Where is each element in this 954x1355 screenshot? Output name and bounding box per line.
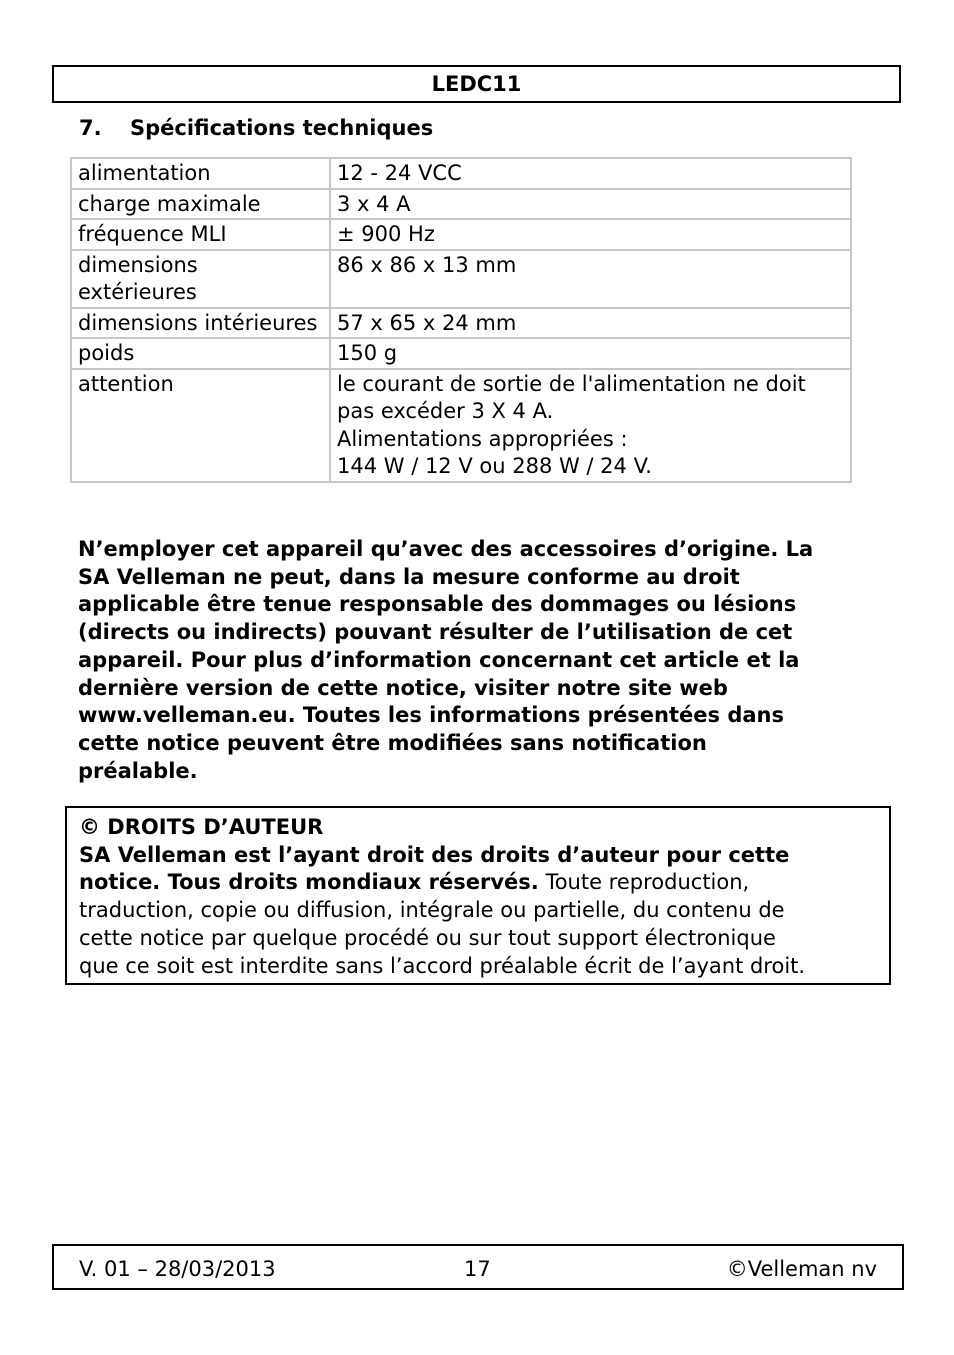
section-title: Spécifications techniques: [130, 116, 434, 140]
notice-line: www.velleman.eu. Toutes les informations présentées dans: [78, 703, 784, 728]
spec-value: 86 x 86 x 13 mm: [330, 250, 851, 308]
copyright-line: cette notice par quelque procédé ou sur tout support électronique: [79, 925, 776, 950]
spec-value: 57 x 65 x 24 mm: [330, 308, 851, 339]
copyright-heading: © DROITS D’AUTEUR: [79, 815, 324, 839]
copyright-bold-text: notice. Tous droits mondiaux réservés.: [79, 870, 539, 895]
spec-label: alimentation: [71, 158, 330, 189]
notice-line: SA Velleman ne peut, dans la mesure conforme au droit: [78, 564, 740, 589]
spec-value: 150 g: [330, 338, 851, 369]
spec-value-line: le courant de sortie de l'alimentation ne doit pas excéder 3 X 4 A.: [337, 371, 806, 423]
copyright-line: [79, 869, 879, 897]
spec-label: dimensions extérieures: [71, 250, 330, 308]
notice-line: dernière version de cette notice, visiter notre site web: [78, 675, 728, 700]
spec-value: [330, 369, 851, 482]
table-row: [71, 219, 851, 250]
spec-value-line: 144 W / 12 V ou 288 W / 24 V.: [337, 454, 652, 478]
spec-value: 12 - 24 VCC: [330, 158, 851, 189]
notice-line: (directs ou indirects) pouvant résulter de l’utilisation de cet: [78, 620, 793, 645]
document-footer: [52, 1244, 904, 1290]
page-number: 17: [464, 1257, 491, 1281]
usage-notice: [78, 536, 878, 785]
notice-line: appareil. Pour plus d’information concernant cet article et la: [78, 647, 800, 672]
spec-value-line: Alimentations appropriées :: [337, 426, 628, 451]
spec-label: poids: [71, 338, 330, 369]
notice-line: cette notice peuvent être modifiées sans notification: [78, 730, 707, 755]
spec-value: ± 900 Hz: [330, 219, 851, 250]
notice-line: applicable être tenue responsable des dommages ou lésions: [78, 592, 797, 617]
table-row: [71, 158, 851, 189]
section-number: 7.: [79, 116, 102, 140]
copyright-box: [65, 806, 891, 985]
document-header: [52, 65, 901, 103]
spec-label: dimensions intérieures: [71, 308, 330, 339]
table-row: [71, 189, 851, 220]
copyright-line: SA Velleman est l’ayant droit des droits d’auteur pour cette: [79, 842, 790, 867]
notice-line: N’employer cet appareil qu’avec des accessoires d’origine. La: [78, 537, 814, 561]
version-date: V. 01 – 28/03/2013: [79, 1257, 276, 1281]
section-heading: [79, 116, 433, 140]
brand-copyright: ©Velleman nv: [726, 1257, 877, 1281]
table-row: [71, 369, 851, 482]
table-row: [71, 308, 851, 339]
product-code: LEDC11: [431, 72, 522, 96]
copyright-normal-text: Toute reproduction,: [538, 870, 750, 895]
spec-label: fréquence MLI: [71, 219, 330, 250]
specifications-table: [70, 157, 852, 483]
copyright-line: que ce soit est interdite sans l’accord préalable écrit de l’ayant droit.: [79, 953, 806, 978]
copyright-line: traduction, copie ou diffusion, intégrale ou partielle, du contenu de: [79, 898, 785, 923]
spec-label: attention: [71, 369, 330, 482]
notice-line: préalable.: [78, 758, 198, 783]
table-row: [71, 250, 851, 308]
spec-label: charge maximale: [71, 189, 330, 220]
spec-value: 3 x 4 A: [330, 189, 851, 220]
table-row: [71, 338, 851, 369]
